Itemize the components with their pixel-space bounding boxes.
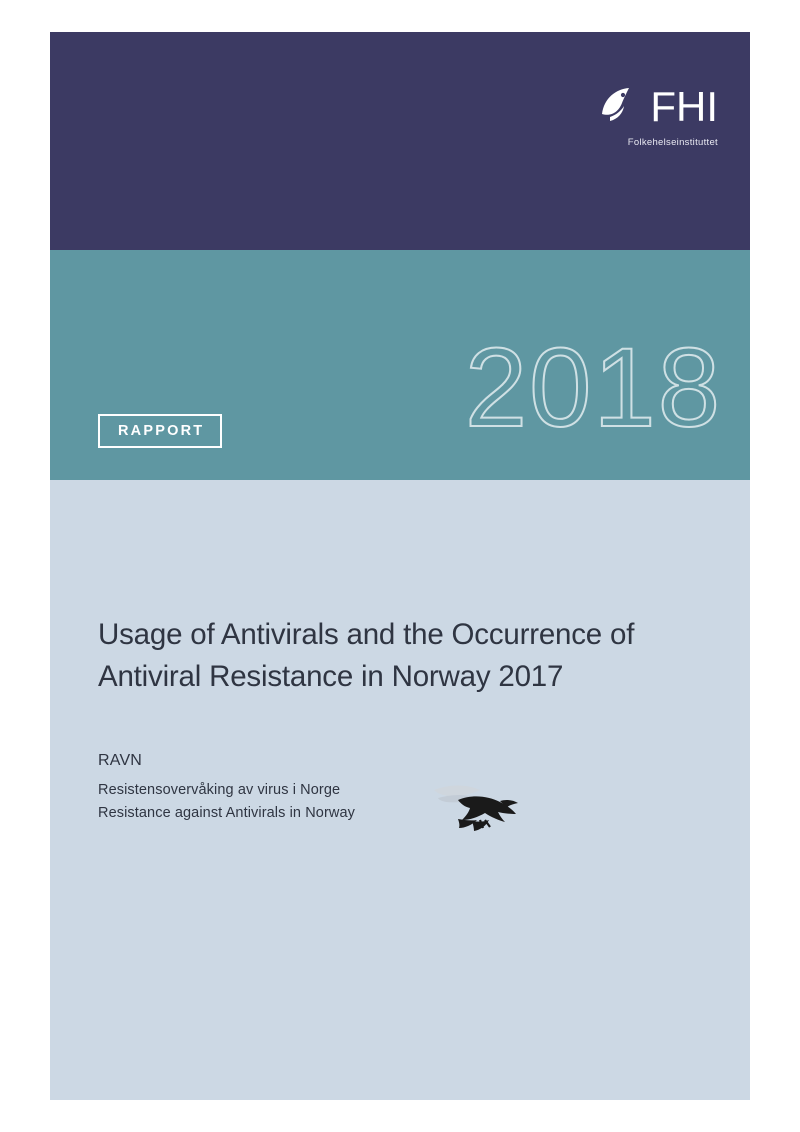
logo-wordmark: FHI [650,83,718,130]
programme-name-no: Resistensovervåking av virus i Norge [98,782,341,798]
fhi-bird-logo-icon [596,84,642,130]
header-band [50,32,750,250]
report-cover-page [50,32,750,1100]
category-badge: RAPPORT [98,414,222,448]
logo-subtitle: Folkehelseinstituttet [627,137,718,148]
raven-bird-icon [428,776,528,838]
cover-body [50,480,750,1100]
programme-acronym: RAVN [98,752,143,769]
programme-name-en: Resistance against Antivirals in Norway [98,805,355,822]
page-title: Usage of Antivirals and the Occurrence of Antiviral Resistance in Norway 2017 [98,618,635,693]
programme-block [98,752,658,826]
logo-row [528,84,718,130]
publisher-logo [528,84,718,148]
publication-year: 2018 [464,325,722,450]
year-band [50,250,750,480]
